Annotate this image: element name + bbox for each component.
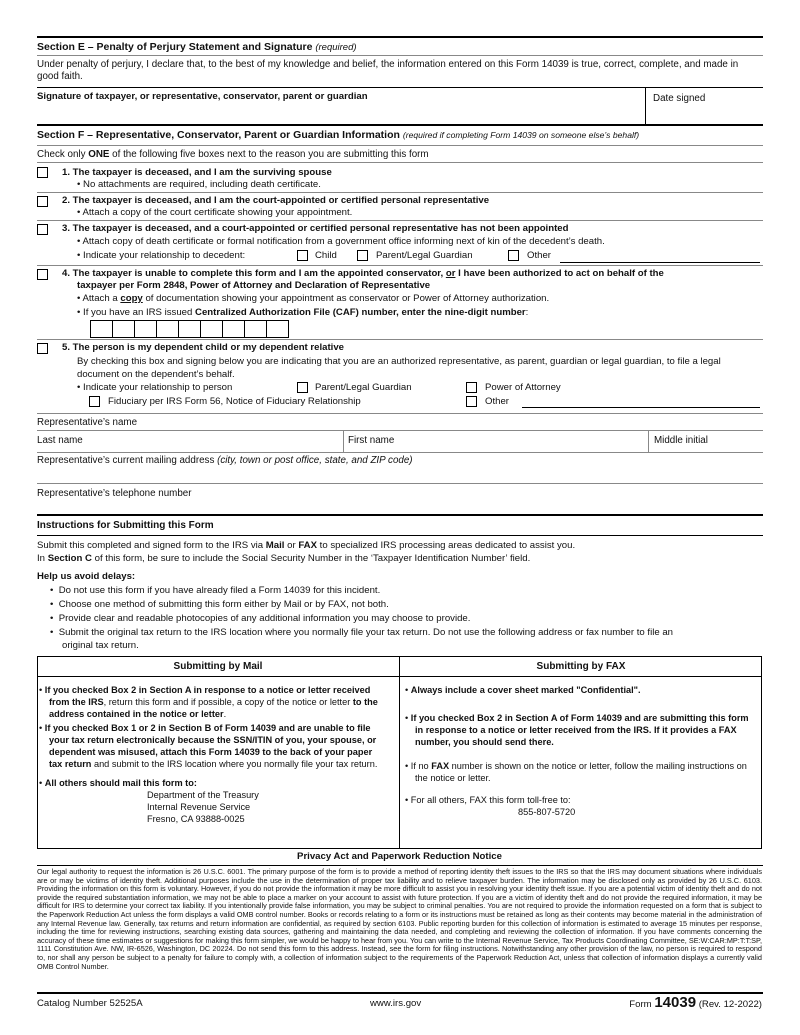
section-e-title: Section E – Penalty of Perjury Statement and Signature xyxy=(37,41,313,53)
help-bullet-text: Do not use this form if you have already filed a Form 14039 for this incident. xyxy=(58,585,381,596)
middle-initial-label: Middle initial xyxy=(654,435,708,446)
box4-bullet2-a: • If you have an IRS issued xyxy=(77,307,193,318)
box1-checkbox[interactable] xyxy=(37,167,48,178)
caf-digit[interactable] xyxy=(90,320,113,338)
check-only-pre: Check only xyxy=(37,149,86,160)
mail-b2-bold: If you checked Box 1 or 2 in Section B of Form 14039 and are unable to file your tax return electronically because the SSN/ITIN of you, your spouse, or dependent was misused, attach this Form 14039 to the back of your paper tax return xyxy=(44,723,377,769)
mail-b3: All others should mail this form to: xyxy=(44,778,197,788)
line1-a: Submit this completed and signed form to the IRS via xyxy=(37,540,264,551)
mail-b1-end: to the address contained in the notice or letter xyxy=(49,697,378,719)
divider xyxy=(37,265,763,266)
box5-parent-label: Parent/Legal Guardian xyxy=(315,382,412,393)
privacy-title: Privacy Act and Paperwork Reduction Notice xyxy=(297,851,502,862)
section-e-required: (required) xyxy=(315,42,357,53)
box4-bullet1-a: • Attach a xyxy=(77,293,118,304)
box4-title-a: 4. The taxpayer is unable to complete this form and I am the appointed conservator, xyxy=(62,268,444,279)
address-hint: (city, town or post office, state, and ZIP code) xyxy=(217,455,413,466)
caf-digit[interactable] xyxy=(222,320,245,338)
mail-address xyxy=(37,789,387,825)
box3-bullet: • Attach copy of death certificate or formal notification from a government office informing next of kin of the decedent’s death. xyxy=(77,236,605,247)
section-f-heading xyxy=(37,129,639,141)
instructions-line1 xyxy=(37,540,575,551)
caf-digit[interactable] xyxy=(112,320,135,338)
form-number xyxy=(629,994,762,1011)
section-f-qualifier: (required if completing Form 14039 on someone else’s behalf) xyxy=(402,130,640,140)
catalog-number: Catalog Number 52525A xyxy=(37,998,143,1009)
divider xyxy=(37,192,763,193)
box3-title: 3. The taxpayer is deceased, and a court-appointed or certified personal representative has not been appointed xyxy=(62,223,569,234)
caf-digit[interactable] xyxy=(200,320,223,338)
name-divider xyxy=(648,430,649,452)
fax-bullet-4: • For all others, FAX this form toll-free to: xyxy=(405,795,571,805)
fax-b3-fax: FAX xyxy=(431,761,450,771)
box2-title: 2. The taxpayer is deceased, and I am the court-appointed or certified personal representative xyxy=(62,195,490,206)
table-header-rule xyxy=(37,676,762,677)
box3-relationship-label: • Indicate your relationship to decedent: xyxy=(77,250,246,261)
signature-date-divider xyxy=(645,88,646,124)
instructions-rule xyxy=(37,514,763,516)
mail-address-line2: Internal Revenue Service xyxy=(147,802,251,812)
box4-title-or: or xyxy=(445,268,456,279)
box4-bullet2-c: : xyxy=(525,307,529,318)
line1-b: to specialized IRS processing areas dedicated to assist you. xyxy=(319,540,576,551)
line2-a: In xyxy=(37,553,46,564)
form-rev: (Rev. 12-2022) xyxy=(698,999,762,1010)
mail-address-line3: Fresno, CA 93888-0025 xyxy=(147,814,245,824)
mail-column xyxy=(37,684,387,825)
box3-checkbox[interactable] xyxy=(37,224,48,235)
fax-bullet-1: • Always include a cover sheet marked "Confidential". xyxy=(405,685,641,695)
caf-digit[interactable] xyxy=(134,320,157,338)
divider xyxy=(37,55,763,56)
box4-checkbox[interactable] xyxy=(37,269,48,280)
fax-b3-b: number is shown on the notice or letter, follow the mailing instructions on the notice or letter. xyxy=(415,761,747,783)
first-name-label: First name xyxy=(348,435,395,446)
box5-fiduciary-checkbox[interactable] xyxy=(89,396,100,407)
box2-checkbox[interactable] xyxy=(37,196,48,207)
box5-text: By checking this box and signing below you are indicating that you are an authorized representative, as parent, guardian or legal guardian, to file a legal document on the dependent’s behalf. xyxy=(77,356,721,380)
box5-title: 5. The person is my dependent child or my dependent relative xyxy=(62,342,345,353)
help-heading: Help us avoid delays: xyxy=(37,571,136,582)
mail-bullet-3: • All others should mail this form to: xyxy=(39,778,197,788)
section-f-title: Section F – Representative, Conservator, Parent or Guardian Information xyxy=(37,129,400,141)
box5-other-label: Other xyxy=(485,396,509,407)
address-label xyxy=(37,455,413,466)
check-only-instruction xyxy=(37,149,429,160)
mail-address-line1: Department of the Treasury xyxy=(147,790,259,800)
address-field[interactable] xyxy=(37,467,760,483)
box3-other-field[interactable] xyxy=(560,262,760,263)
divider xyxy=(37,452,763,453)
mail-b2-rest: and submit to the IRS location where you normally file your tax return. xyxy=(93,759,378,769)
box4-title xyxy=(62,268,664,279)
box5-relationship-label: • Indicate your relationship to person xyxy=(77,382,233,393)
box3-other-checkbox[interactable] xyxy=(508,250,519,261)
help-bullet-cont xyxy=(50,640,673,651)
fax-b2: If you checked Box 2 in Section A of Form 14039 and are submitting this form in response to a notice or letter received from the IRS. If it provides a FAX number, you should send there. xyxy=(410,713,749,747)
box5-fiduciary-label: Fiduciary per IRS Form 56, Notice of Fiduciary Relationship xyxy=(108,396,361,407)
instructions-line2 xyxy=(37,553,530,564)
address-label-text: Representative’s current mailing address xyxy=(37,455,215,466)
date-signed-label: Date signed xyxy=(653,93,706,104)
help-bullet: • Submit the original tax return to the IRS location where you normally file your tax return. Do not use the following address or fax number to file an xyxy=(50,627,674,638)
divider xyxy=(37,87,763,88)
check-only-one: ONE xyxy=(88,149,110,160)
signature-label: Signature of taxpayer, or representative, conservator, parent or guardian xyxy=(37,91,368,102)
help-bullet-text: Choose one method of submitting this form either by Mail or by FAX, not both. xyxy=(58,599,389,610)
box3-child-checkbox[interactable] xyxy=(297,250,308,261)
box1-bullet: • No attachments are required, including death certificate. xyxy=(77,179,321,190)
help-bullet: • Do not use this form if you have already filed a Form 14039 for this incident. xyxy=(50,585,381,596)
box4-bullet2 xyxy=(77,307,528,318)
box4-bullet2-b: Centralized Authorization File (CAF) number, enter the nine-digit number xyxy=(195,307,526,318)
line2-b: Section C xyxy=(47,553,92,564)
box4-title-b: I have been authorized to act on behalf of the xyxy=(458,268,664,279)
mail-bullet-1: • If you checked Box 2 in Section A in response to a notice or letter received from the IRS, return this form and if possible, a copy of the notice or letter to the address contained in the notice or letter. xyxy=(39,685,378,719)
box4-bullet1 xyxy=(77,293,549,304)
instructions-title: Instructions for Submitting this Form xyxy=(37,520,214,531)
help-bullet-text: Provide clear and readable photocopies of any additional information you may choose to provide. xyxy=(58,613,471,624)
divider xyxy=(37,220,763,221)
box5-parent-checkbox[interactable] xyxy=(297,382,308,393)
box2-bullet: • Attach a copy of the court certificate showing your appointment. xyxy=(77,207,353,218)
divider xyxy=(37,413,763,414)
caf-number-input[interactable] xyxy=(90,320,288,338)
caf-digit[interactable] xyxy=(244,320,267,338)
divider xyxy=(37,430,763,431)
fax-bullet-3: • If no FAX number is shown on the notice or letter, follow the mailing instructions on the notice or letter. xyxy=(405,761,747,783)
help-bullet: • Choose one method of submitting this form either by Mail or by FAX, not both. xyxy=(50,599,389,610)
mail-b1-rest: , return this form and if possible, a copy of the notice or letter xyxy=(103,697,351,707)
mail-header: Submitting by Mail xyxy=(173,661,263,672)
line1-or: or xyxy=(287,540,296,551)
divider xyxy=(37,339,763,340)
section-e-heading xyxy=(37,41,357,53)
date-signed-field[interactable] xyxy=(650,104,760,122)
form-label: Form xyxy=(629,999,652,1010)
rep-name-label: Representative’s name xyxy=(37,417,138,428)
perjury-statement: Under penalty of perjury, I declare that, to the best of my knowledge and belief, the information entered on this Form 14039 is true, correct, complete, and made in good faith. xyxy=(37,59,739,82)
box5-other-field[interactable] xyxy=(522,407,760,408)
fax-column xyxy=(403,684,758,818)
form-num: 14039 xyxy=(654,994,697,1011)
help-bullet: • Provide clear and readable photocopies of any additional information you may choose to provide. xyxy=(50,613,471,624)
box4-title-c: taxpayer per Form 2848, Power of Attorney and Declaration of Representative xyxy=(77,280,431,291)
line1-fax: FAX xyxy=(298,540,317,551)
caf-digit[interactable] xyxy=(178,320,201,338)
box5-other-checkbox[interactable] xyxy=(466,396,477,407)
fax-b4: For all others, FAX this form toll-free to: xyxy=(410,795,571,805)
divider xyxy=(37,865,763,866)
fax-bullet-2: • If you checked Box 2 in Section A of Form 14039 and are submitting this form in response to a notice or letter received from the IRS. If it provides a FAX number, you should send there. xyxy=(405,713,749,747)
caf-digit[interactable] xyxy=(266,320,289,338)
caf-digit[interactable] xyxy=(156,320,179,338)
box5-checkbox[interactable] xyxy=(37,343,48,354)
fax-number: 855-807-5720 xyxy=(518,807,576,817)
divider xyxy=(37,535,763,536)
help-bullets xyxy=(50,584,673,651)
signature-field[interactable] xyxy=(37,104,643,122)
help-bullet-text: Submit the original tax return to the IRS location where you normally file your tax return. Do not use the following address or fax number to file an xyxy=(58,627,674,638)
phone-label: Representative’s telephone number xyxy=(37,488,192,499)
name-divider xyxy=(343,430,344,452)
line2-c: of this form, be sure to include the Social Security Number in the ‘Taxpayer Identification Number’ field. xyxy=(94,553,531,564)
box4-bullet1-b: of documentation showing your appointment as conservator or Power of Attorney authorization. xyxy=(145,293,550,304)
mail-bullet-2: • If you checked Box 1 or 2 in Section B of Form 14039 and are unable to file your tax return electronically because the SSN/ITIN of you, your spouse, or dependent was misused, attach this Form 14039 to the back of your paper tax return and submit to the IRS location where you normally file your tax return. xyxy=(39,723,378,769)
irs-website-link[interactable]: www.irs.gov xyxy=(370,998,422,1009)
check-only-post: of the following five boxes next to the reason you are submitting this form xyxy=(112,149,429,160)
box5-poa-label: Power of Attorney xyxy=(485,382,561,393)
section-f-rule xyxy=(37,124,763,126)
divider xyxy=(37,162,763,163)
fax-b3-a: If no xyxy=(410,761,429,771)
box3-parent-label: Parent/Legal Guardian xyxy=(376,250,473,261)
fax-b1: Always include a cover sheet marked "Confidential". xyxy=(410,685,641,695)
table-column-divider xyxy=(399,656,400,849)
line1-mail: Mail xyxy=(265,540,285,551)
divider xyxy=(37,483,763,484)
box5-poa-checkbox[interactable] xyxy=(466,382,477,393)
box3-other-label: Other xyxy=(527,250,551,261)
privacy-text: Our legal authority to request the information is 26 U.S.C. 6001. The primary purpose of the form is to provide a method of reporting identity theft issues to the IRS so that the IRS may document situations where individuals are or may be victims of identity theft. Additional purposes include the use in the determination of proper tax liability and to relieve taxpayer burden. The information may be disclosed only as provided by 26 U.S.C. 6103. Providing the information on this form is voluntary. However, if you do not provide the information it may be more difficult to assist you in resolving your identity theft issue. If you are a potential victim of identity theft and do not provide the required substantiation information, we may not be able to place a marker on your account to assist with future protection. If you are a victim of identity theft and do not provide the required information, it may be difficult for IRS to determine your correct tax liability. If you intentionally provide false information, you may be subject to criminal penalties. You are not required to provide the information requested on a form that is subject to the Paperwork Reduction Act unless the form displays a valid OMB control number. Books or records relating to a form or its instructions must be retained as long as their contents may become material in the administration of any Internal Revenue law. Generally, tax returns and return information are confidential, as required by section 6103. Public reporting burden for this collection of information is estimated to average 15 minutes per response, including the time for reviewing instructions, searching existing data sources, gathering and maintaining the data needed, and completing and reviewing the collection of information. If you have comments concerning the accuracy of these time estimates or suggestions for making this form simpler, we would be happy to hear from you. You can write to the Internal Revenue Service, Tax Products Coordinating Committee, SE:W:CAR:MP:T:T:SP, 1111 Constitution Ave. NW, IR-6526, Washington, DC 20224. Do not send this form to this address. Instead, see the form for filing instructions. Notwithstanding any other provision of the law, no person is required to respond to, nor shall any person be subject to a penalty for failure to comply with, a collection of information subject to the requirements of the Paperwork Reduction Act, unless that collection of information displays a currently valid OMB Control Number. xyxy=(37,867,762,971)
help-bullet-text: original tax return. xyxy=(62,640,139,651)
box4-bullet1-copy: copy xyxy=(120,293,143,304)
box3-parent-checkbox[interactable] xyxy=(357,250,368,261)
phone-field[interactable] xyxy=(37,500,760,514)
box3-child-label: Child xyxy=(315,250,337,261)
top-rule xyxy=(37,36,763,38)
mail-b1-bold: If you checked Box 2 in Section A in response to a notice or letter received from the IRS xyxy=(44,685,371,707)
fax-header: Submitting by FAX xyxy=(536,661,626,672)
box1-title: 1. The taxpayer is deceased, and I am the surviving spouse xyxy=(62,167,332,178)
divider xyxy=(37,145,763,146)
last-name-label: Last name xyxy=(37,435,83,446)
